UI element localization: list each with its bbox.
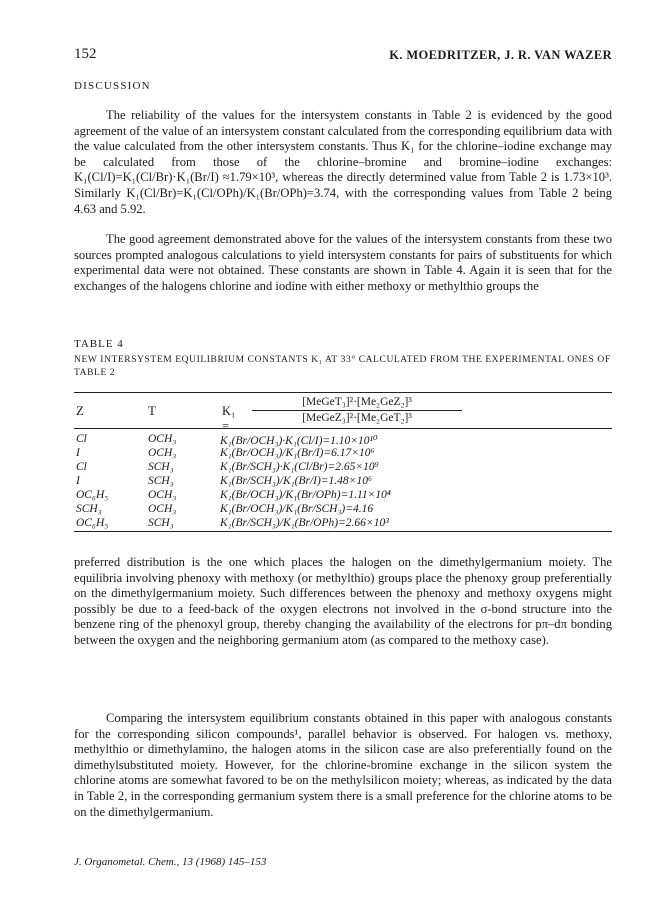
cell-k-value: K₁(Br/OCH₃)/K₁(Br/OPh)=1.11×10⁴: [220, 489, 391, 501]
k-formula-denominator: [MeGeZ₃]²·[Me₂GeT₂]³: [302, 412, 412, 424]
table-rule-header: [74, 428, 612, 429]
cell-z: I: [76, 475, 80, 487]
cell-k-value: K₁(Br/SCH₃)·K₁(Cl/Br)=2.65×10⁹: [220, 461, 379, 473]
cell-z: Cl: [76, 461, 87, 473]
journal-citation-footer: J. Organometal. Chem., 13 (1968) 145–153: [74, 856, 267, 868]
cell-t: OCH₃: [148, 433, 177, 445]
cell-t: OCH₃: [148, 489, 177, 501]
table-row: [74, 433, 612, 447]
running-head: K. MOEDRITZER, J. R. VAN WAZER: [389, 48, 612, 62]
table-row: [74, 475, 612, 489]
cell-t: SCH₃: [148, 517, 174, 529]
cell-t: SCH₃: [148, 461, 174, 473]
table-row: [74, 503, 612, 517]
column-header-z: Z: [76, 403, 84, 418]
cell-k-value: K₁(Br/SCH₃)/K₁(Br/OPh)=2.66×10³: [220, 517, 389, 529]
cell-t: OCH₃: [148, 447, 177, 459]
table-row: [74, 517, 612, 531]
fraction-bar: [252, 410, 462, 411]
paragraph-2: The good agreement demonstrated above for the values of the intersystem constants from these two sources prompted analogous calculations to yield intersystem constants for pairs of substituents for which experimental data were not obtained. These constants are shown in Table 4. Again it is seen that for the exchanges of the halogens chlorine and iodine with either methoxy or methylthio groups the: [74, 232, 612, 293]
table-row: [74, 489, 612, 503]
cell-t: OCH₃: [148, 503, 177, 515]
table-row: [74, 461, 612, 475]
cell-t: SCH₃: [148, 475, 174, 487]
paragraph-3: preferred distribution is the one which places the halogen on the dimethylgermanium moiety. The equilibria involving phenoxy with methoxy (or methylthio) groups place the phenoxy group preferentially on the dimethylgermanium moiety. Such differences between the phenoxy and methoxy oxygens might possibly be due to a feed-back of the oxygen electrons not involved in the σ-bond structure into the benzene ring of the phenoxyl group, thereby changing the availability of the electrons for pπ–dπ bonding between the oxygen and the neighboring germanium atom (as compared to the methoxy case).: [74, 555, 612, 647]
cell-z: SCH₃: [76, 503, 102, 515]
cell-k-value: K₁(Br/OCH₃)·K₁(Cl/I)=1.10×10¹⁰: [220, 435, 378, 447]
column-header-t: T: [148, 403, 156, 418]
table-row: [74, 447, 612, 461]
paragraph-4: Comparing the intersystem equilibrium constants obtained in this paper with analogous constants for the corresponding silicon compounds¹, parallel behavior is observed. For halogen vs. methoxy, methylthio or dimethylamino, the halogen atoms in the silicon case are also preferentially found on the dimethylsubstituted moiety. However, for the chlorine-bromine exchange in the silicon system the chlorine atoms are somewhat favored to be on the methylsilicon moiety; whereas, as indicated by the data in Table 2, in the corresponding germanium system there is a small preference for the chlorine atoms to be on the dimethylgermanium.: [74, 711, 612, 819]
cell-k-value: K₁(Br/OCH₃)/K₁(Br/SCH₃)=4.16: [220, 503, 374, 515]
page-number: 152: [74, 46, 97, 62]
cell-z: I: [76, 447, 80, 459]
cell-z: OC₆H₅: [76, 489, 109, 501]
table-caption: NEW INTERSYSTEM EQUILIBRIUM CONSTANTS K₁ AT 33° CALCULATED FROM THE EXPERIMENTAL ONES OF TABLE 2: [74, 355, 611, 378]
paragraph-1: The reliability of the values for the intersystem constants in Table 2 is evidenced by the good agreement of the value of an intersystem constant calculated from the corresponding equilibrium data with the value calculated from the other intersystem constants. Thus K₁ for the chlorine–iodine exchange may be calculated from those of the chlorine–bromine and bromine–iodine exchanges: K₁(Cl/I)=K₁(Cl/Br)·K₁(Br/I) ≈1.79×10³, whereas the directly determined value from Table 2 is 1.73×10³. Similarly K₁(Cl/Br)=K₁(Cl/OPh)/K₁(Br/OPh)=3.74, with the corresponding values from Table 2 being 4.63 and 5.92.: [74, 108, 612, 216]
cell-z: Cl: [76, 433, 87, 445]
k-formula-fraction: [252, 396, 462, 425]
table-rule-bottom: [74, 531, 612, 532]
cell-z: OC₆H₅: [76, 517, 109, 529]
k-formula-numerator: [MeGeT₃]²·[Me₂GeZ₂]³: [302, 396, 412, 408]
table-rule-top: [74, 392, 612, 393]
page-header: [74, 46, 612, 66]
table-label: TABLE 4: [74, 338, 124, 350]
section-heading: DISCUSSION: [74, 80, 151, 92]
cell-k-value: K₁(Br/OCH₃)/K₁(Br/I)=6.17×10⁶: [220, 447, 375, 459]
k-formula-lhs: K₁ =: [222, 404, 236, 433]
cell-k-value: K₁(Br/SCH₃)/K₁(Br/I)=1.48×10⁶: [220, 475, 372, 487]
